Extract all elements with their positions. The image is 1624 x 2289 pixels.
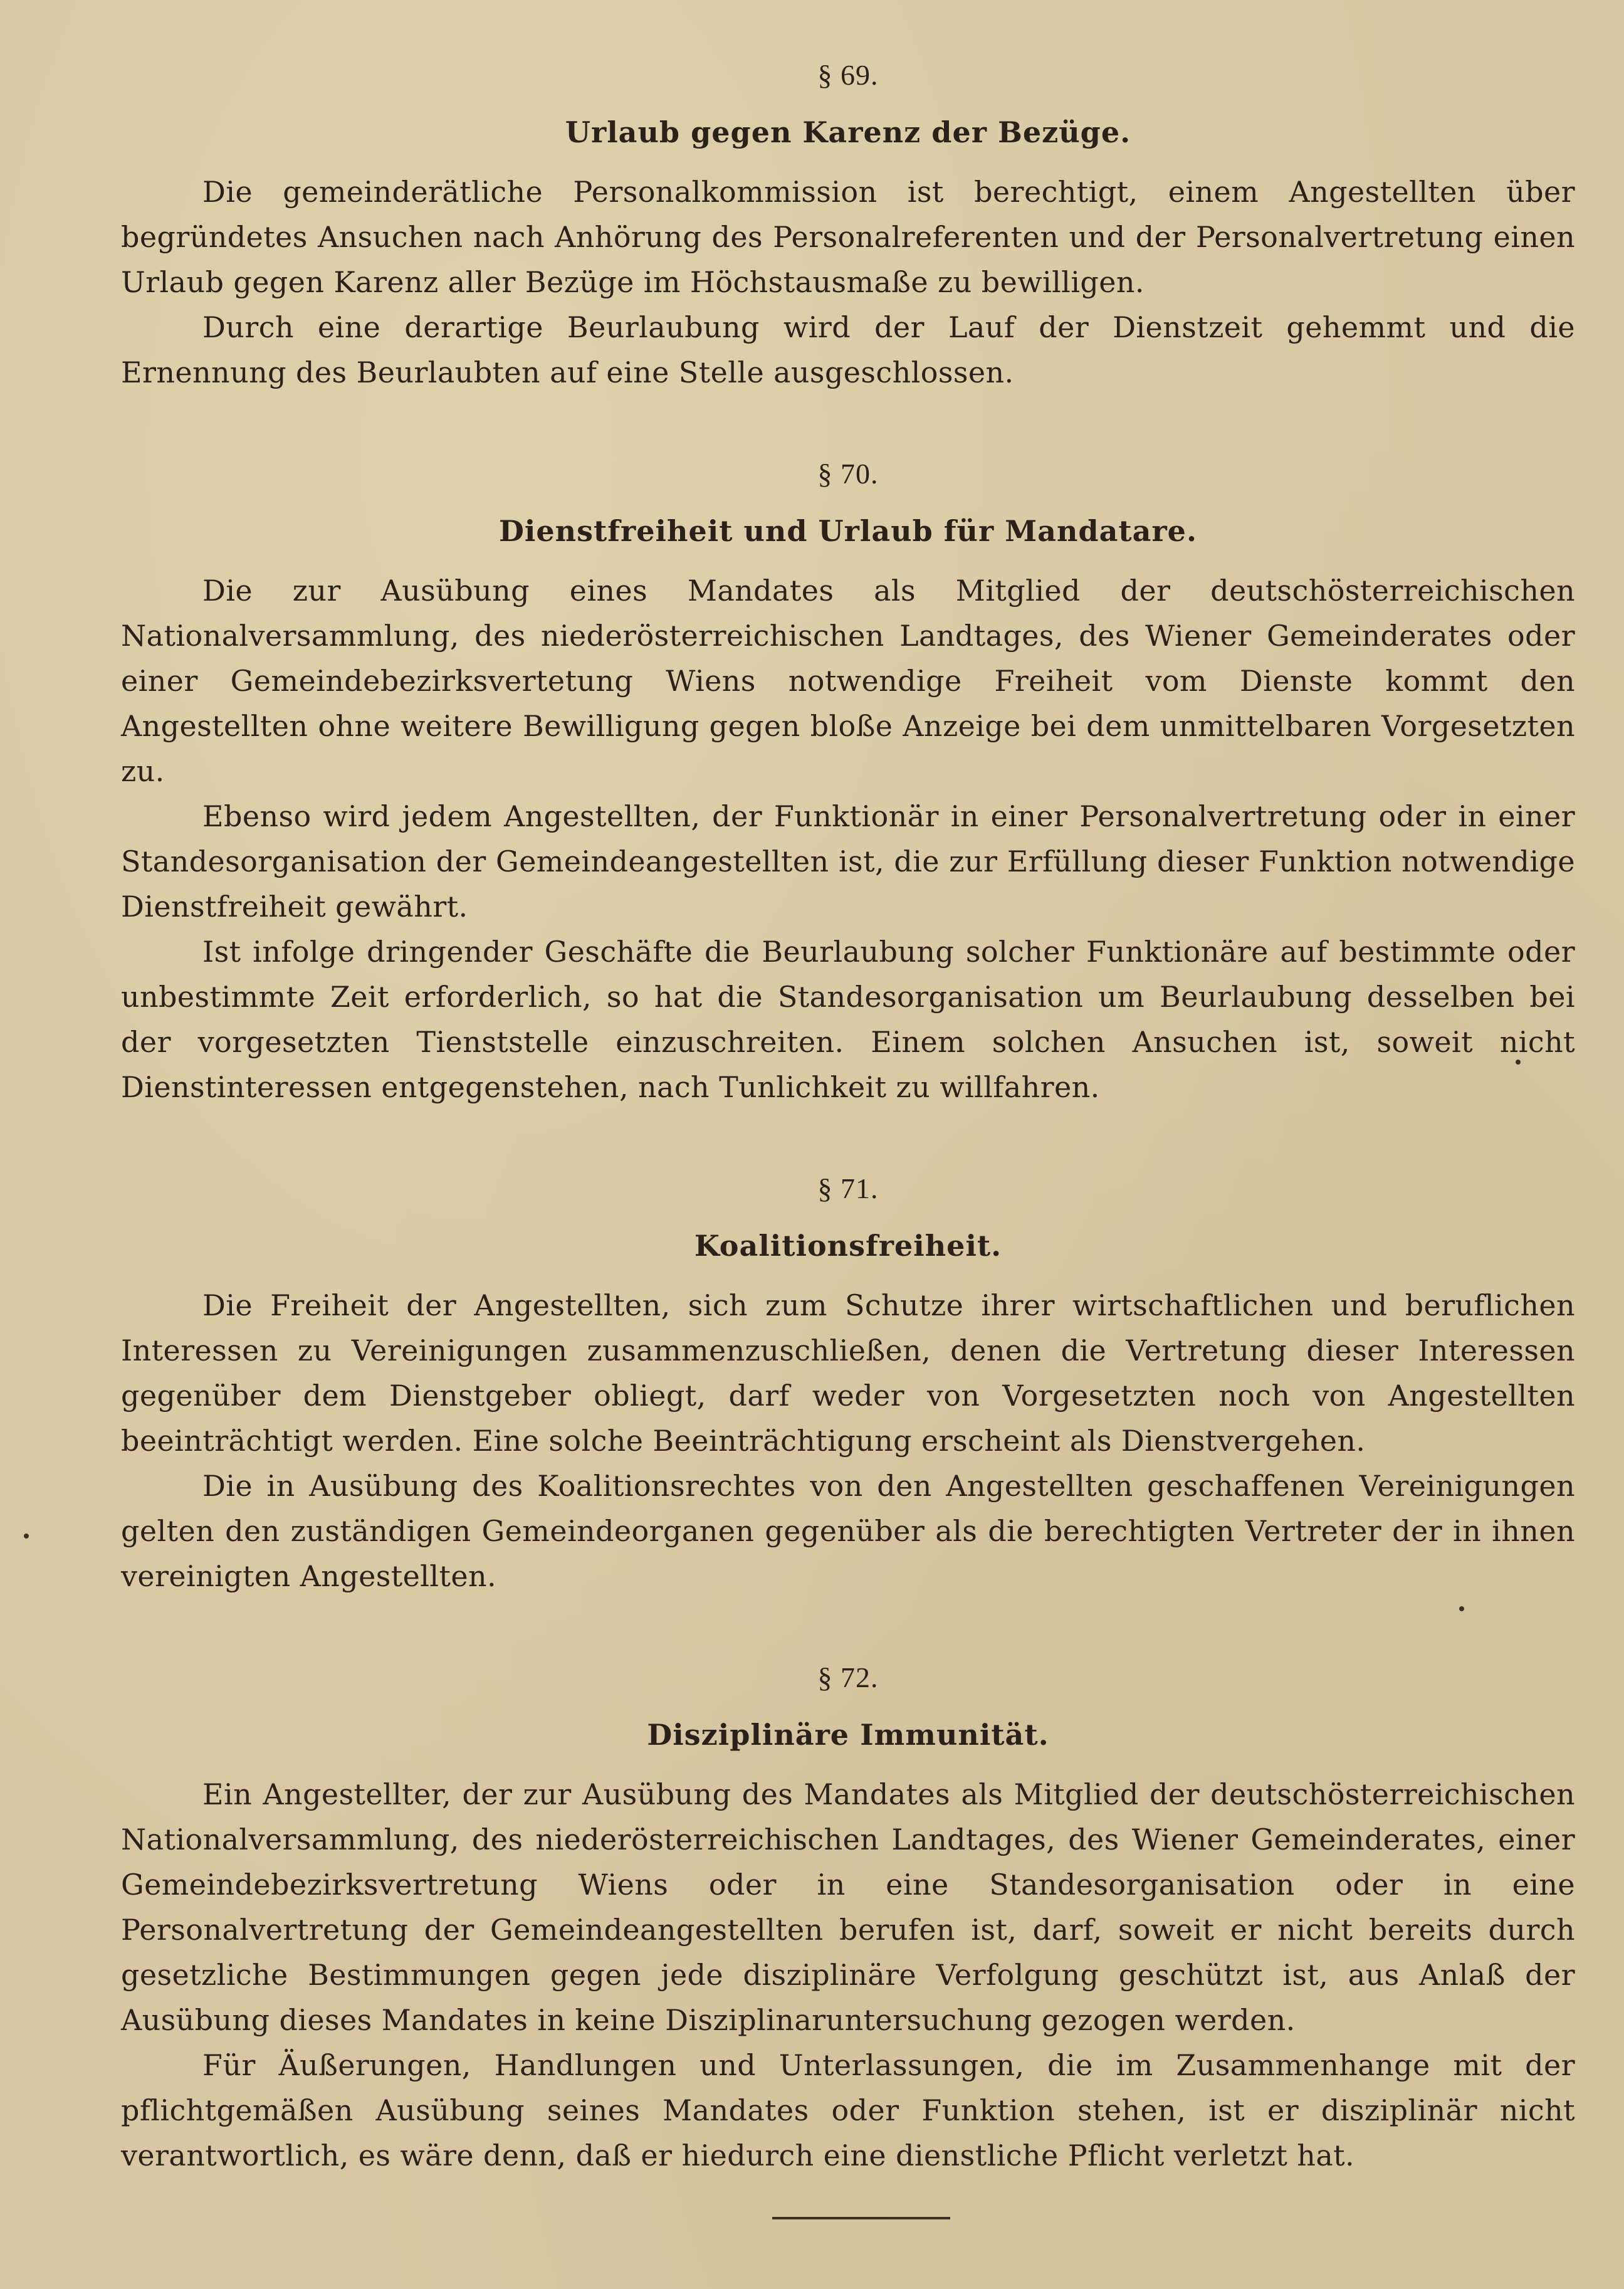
print-speck bbox=[24, 1534, 29, 1539]
paragraph: Die in Ausübung des Koalitionsrechtes von den Angestellten geschaffenen Vereinigungen gelten den zuständigen Gemeindeorganen gegenüber als die berechtigten Vertreter der in ihnen vereinigten Angestellten. bbox=[121, 1469, 1575, 1593]
section-title: Dienstfreiheit und Urlaub für Mandatare. bbox=[499, 514, 1197, 548]
paragraph: Ein Angestellter, der zur Ausübung des Mandates als Mitglied der deutschösterreichischen Nationalversammlung, des niederösterreichischen Landtages, des Wiener Gemeinderates, einer Gemeindebezirksvertretung Wiens oder in eine Standesorganisation oder in eine Personalvertretung der Gemeindeangestellten berufen ist, darf, soweit er nicht bereits durch gesetzliche Bestimmungen gegen jede disziplinäre Verfolgung geschützt ist, aus Anlaß der Ausübung dieses Mandates in keine Disziplinaruntersuchung gezogen werden. bbox=[121, 1777, 1575, 2037]
section-72 bbox=[121, 1659, 1575, 2178]
print-speck bbox=[1516, 1060, 1521, 1065]
section-71 bbox=[121, 1170, 1575, 1599]
paragraph: Ebenso wird jedem Angestellten, der Funktionär in einer Personalvertretung oder in einer Standesorganisation der Gemeindeangestellten ist, die zur Erfüllung dieser Funktion notwendige Dienstfreiheit gewährt. bbox=[121, 799, 1575, 923]
print-speck bbox=[1459, 1606, 1464, 1611]
section-number: § 69. bbox=[817, 59, 879, 91]
paragraph: Für Äußerungen, Handlungen und Unterlassungen, die im Zusammenhange mit der pflichtgemäßen Ausübung seines Mandates oder Funktion stehen, ist er disziplinär nicht verantwortlich, es wäre denn, daß er hiedurch eine dienstliche Pflicht verletzt hat. bbox=[121, 2048, 1575, 2172]
text-column bbox=[121, 56, 1575, 2178]
section-number: § 72. bbox=[817, 1661, 879, 1693]
section-70 bbox=[121, 455, 1575, 1110]
paragraph: Die Freiheit der Angestellten, sich zum Schutze ihrer wirtschaftlichen und beruflichen Interessen zu Vereinigungen zusammenzuschließen, denen die Vertretung dieser Interessen gegenüber dem Dienstgeber obliegt, darf weder von Vorgesetzten noch von Angestellten beeinträchtigt werden. Eine solche Beeinträchtigung erscheint als Dienstvergehen. bbox=[121, 1288, 1575, 1458]
paragraph: Ist infolge dringender Geschäfte die Beurlaubung solcher Funktionäre auf bestimmte oder unbestimmte Zeit erforderlich, so hat die Standesorganisation um Beurlaubung desselben bei der vorgesetzten Tienststelle einzuschreiten. Einem solchen Ansuchen ist, soweit nicht Dienstinteressen entgegenstehen, nach Tunlichkeit zu willfahren. bbox=[121, 935, 1575, 1104]
paragraph: Die zur Ausübung eines Mandates als Mitglied der deutschösterreichischen Nationalversammlung, des niederösterreichischen Landtages, des Wiener Gemeinderates oder einer Gemeindebezirksvertetung Wiens notwendige Freiheit vom Dienste kommt den Angestellten ohne weitere Bewilligung gegen bloße Anzeige bei dem unmittelbaren Vorgesetzten zu. bbox=[121, 574, 1575, 788]
paragraph: Die gemeinderätliche Personalkommission ist berechtigt, einem Angestellten über begründetes Ansuchen nach Anhörung des Personalreferenten und der Personalvertretung einen Urlaub gegen Karenz aller Bezüge im Höchstausmaße zu bewilligen. bbox=[121, 175, 1575, 299]
paragraph: Durch eine derartige Beurlaubung wird der Lauf der Dienstzeit gehemmt und die Ernennung des Beurlaubten auf eine Stelle ausgeschlossen. bbox=[121, 310, 1575, 389]
section-title: Koalitionsfreiheit. bbox=[694, 1229, 1002, 1263]
section-69 bbox=[121, 56, 1575, 395]
section-title: Urlaub gegen Karenz der Bezüge. bbox=[565, 115, 1131, 149]
section-title: Disziplinäre Immunität. bbox=[647, 1718, 1049, 1752]
section-number: § 71. bbox=[817, 1172, 879, 1204]
section-number: § 70. bbox=[817, 458, 879, 490]
end-rule bbox=[772, 2217, 950, 2219]
